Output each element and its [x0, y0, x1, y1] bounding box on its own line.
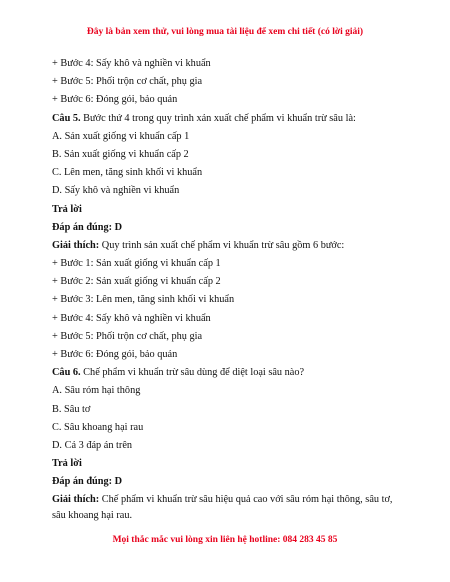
option-d: D. Cả 3 đáp án trên	[52, 439, 133, 451]
step-line: + Bước 6: Đóng gói, bảo quản	[52, 349, 178, 360]
explanation-label: Giải thích:	[52, 239, 100, 251]
step-line: + Bước 5: Phối trộn cơ chất, phụ gia	[52, 330, 203, 342]
option-d: D. Sấy khô và nghiền vi khuẩn	[52, 185, 180, 197]
explanation-label: Giải thích:	[52, 493, 100, 505]
step-line: + Bước 6: Đóng gói, bảo quản	[52, 94, 178, 106]
step-line: + Bước 5: Phối trộn cơ chất, phụ gia	[52, 76, 203, 88]
answer-heading: Trả lời	[52, 458, 82, 470]
option-c: C. Lên men, tăng sinh khối vi khuẩn	[52, 167, 203, 179]
option-a: A. Sản xuất giống vi khuẩn cấp 1	[52, 130, 190, 142]
option-b: B. Sâu tơ	[52, 403, 91, 415]
correct-answer: Đáp án đúng: D	[52, 221, 123, 233]
step-line: + Bước 4: Sấy khô và nghiền vi khuẩn	[52, 58, 211, 69]
option-a: A. Sâu róm hại thông	[52, 385, 141, 397]
question-6	[52, 364, 402, 382]
step-line: + Bước 2: Sản xuất giống vi khuẩn cấp 2	[52, 276, 221, 288]
question-label: Câu 6.	[52, 367, 81, 379]
explanation-text: Quy trình sản xuất chế phẩm vi khuẩn trừ sâu gồm 6 bước:	[99, 239, 345, 251]
explanation-text: Chế phẩm vi khuẩn trừ sâu hiệu quả cao với sâu róm hại thông, sâu tơ, sâu khoang hại rau.	[52, 493, 393, 521]
answer-heading: Trả lời	[52, 203, 82, 215]
step-line: + Bước 1: Sản xuất giống vi khuẩn cấp 1	[52, 258, 221, 270]
step-line: + Bước 3: Lên men, tăng sinh khối vi khuẩn	[52, 294, 235, 306]
footer-text: Mọi thắc mắc vui lòng xin liên hệ hotline:	[112, 535, 283, 545]
question-5	[52, 110, 402, 128]
option-c: C. Sâu khoang hại rau	[52, 421, 144, 433]
option-b: B. Sản xuất giống vi khuẩn cấp 2	[52, 148, 189, 160]
explanation	[52, 492, 402, 525]
correct-answer: Đáp án đúng: D	[52, 476, 123, 488]
question-text: Chế phẩm vi khuẩn trừ sâu dùng để diệt loại sâu nào?	[80, 367, 305, 379]
preview-banner: Đây là bản xem thử, vui lòng mua tài liệu để xem chi tiết (có lời giải)	[86, 27, 364, 37]
hotline-footer	[0, 535, 450, 545]
explanation	[52, 237, 402, 255]
question-label: Câu 5.	[52, 112, 81, 124]
document-body	[52, 55, 402, 527]
question-text: Bước thứ 4 trong quy trình xản xuất chế phẩm vi khuẩn trừ sâu là:	[80, 112, 356, 124]
step-line: + Bước 4: Sấy khô và nghiền vi khuẩn	[52, 312, 211, 324]
hotline-number: 084 283 45 85	[282, 535, 338, 545]
